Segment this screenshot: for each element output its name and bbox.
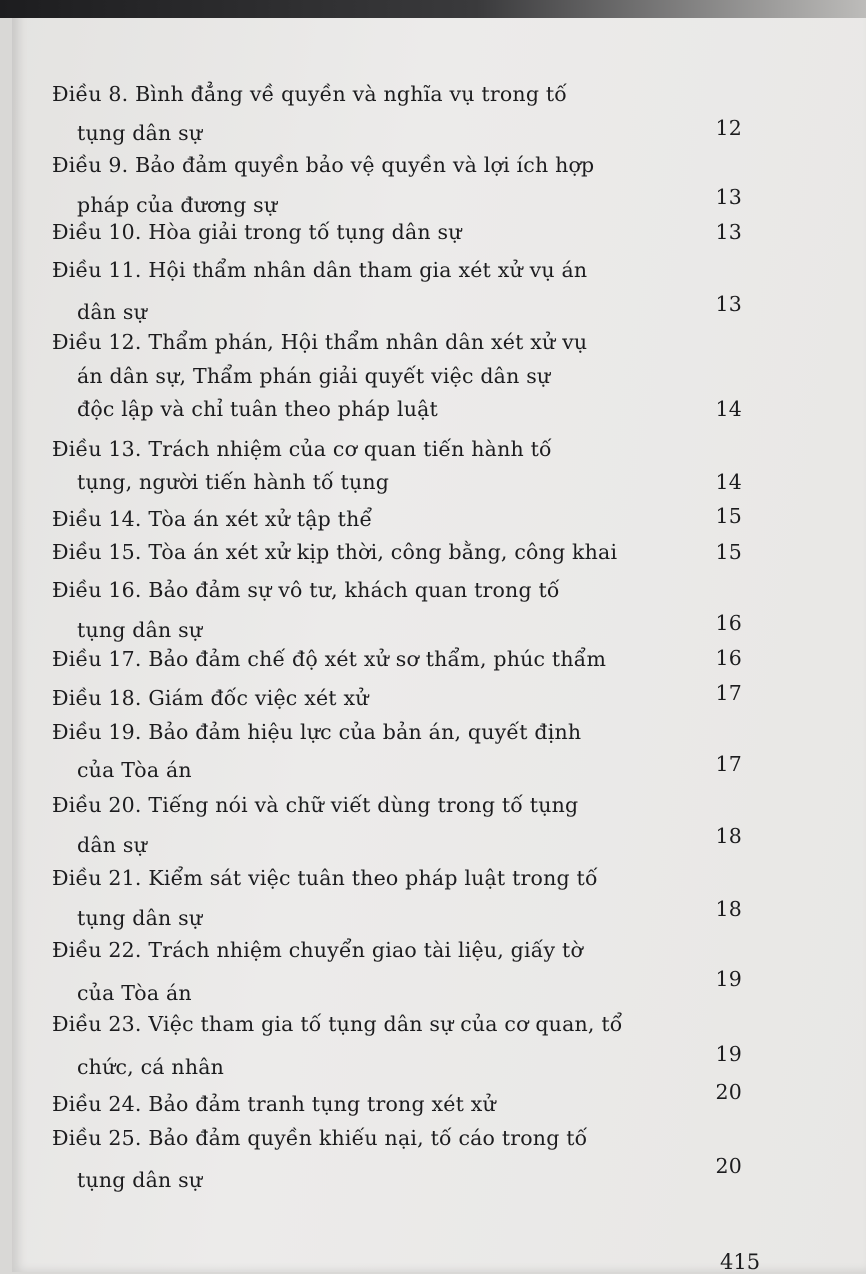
toc-entry-page-number: 18: [715, 824, 742, 848]
toc-entry-title-continuation: của Tòa án: [77, 981, 192, 1005]
toc-entry-title: Điều 14. Tòa án xét xử tập thể: [52, 507, 373, 531]
page-number: 415: [720, 1250, 761, 1274]
toc-entry-page-number: 12: [715, 116, 742, 140]
toc-entry-page-number: 13: [715, 185, 742, 209]
toc-entry-title: Điều 8. Bình đẳng về quyền và nghĩa vụ trong tố: [52, 82, 568, 106]
toc-entry-page-number: 16: [715, 646, 742, 670]
toc-entry-title: Điều 23. Việc tham gia tố tụng dân sự của cơ quan, tổ: [52, 1012, 623, 1036]
toc-entry-title-continuation: tụng dân sự: [77, 618, 203, 642]
toc-entry-title: Điều 17. Bảo đảm chế độ xét xử sơ thẩm, phúc thẩm: [52, 647, 607, 671]
toc-entry-page-number: 16: [715, 611, 742, 635]
toc-entry-page-number: 13: [715, 220, 742, 244]
toc-entry-page-number: 15: [715, 504, 742, 528]
toc-entry-title-continuation: tụng dân sự: [77, 121, 203, 145]
toc-entry-page-number: 17: [715, 681, 742, 705]
toc-entry-title: Điều 25. Bảo đảm quyền khiếu nại, tố cáo trong tố: [52, 1126, 588, 1150]
toc-entry-title: Điều 22. Trách nhiệm chuyển giao tài liệu, giấy tờ: [52, 938, 583, 962]
toc-entry-title-continuation: tụng dân sự: [77, 906, 203, 930]
toc-entry-title-continuation: án dân sự, Thẩm phán giải quyết việc dân sự: [77, 364, 551, 388]
toc-entry-title-continuation: tụng dân sự: [77, 1168, 203, 1192]
toc-entry-title-continuation: của Tòa án: [77, 758, 192, 782]
toc-entry-title: Điều 20. Tiếng nói và chữ viết dùng trong tố tụng: [52, 793, 579, 817]
toc-entry-title: Điều 19. Bảo đảm hiệu lực của bản án, quyết định: [52, 720, 582, 744]
toc-entry-page-number: 13: [715, 292, 742, 316]
toc-entry-title: Điều 10. Hòa giải trong tố tụng dân sự: [52, 220, 462, 244]
toc-entry-page-number: 19: [715, 967, 742, 991]
toc-entry-title-continuation: tụng, người tiến hành tố tụng: [77, 470, 390, 494]
toc-entry-title: Điều 12. Thẩm phán, Hội thẩm nhân dân xét xử vụ: [52, 330, 588, 354]
toc-entry-title-continuation: dân sự: [77, 300, 147, 324]
toc-entry-title-continuation: dân sự: [77, 833, 147, 857]
toc-entry-title: Điều 11. Hội thẩm nhân dân tham gia xét xử vụ án: [52, 258, 588, 282]
toc-entry-page-number: 20: [715, 1080, 742, 1104]
toc-entry-page-number: 17: [715, 752, 742, 776]
toc-entry-page-number: 14: [715, 397, 742, 421]
toc-entry-title: Điều 24. Bảo đảm tranh tụng trong xét xử: [52, 1092, 496, 1116]
toc-entry-title-continuation: pháp của đương sự: [77, 193, 278, 217]
toc-entry-page-number: 20: [715, 1154, 742, 1178]
toc-entry-title: Điều 18. Giám đốc việc xét xử: [52, 686, 369, 710]
toc-entry-title: Điều 15. Tòa án xét xử kịp thời, công bằng, công khai: [52, 540, 618, 564]
page-top-edge: [0, 0, 866, 18]
toc-entry-page-number: 15: [715, 540, 742, 564]
toc-entry-title-continuation: độc lập và chỉ tuân theo pháp luật: [77, 397, 438, 421]
toc-entry-page-number: 18: [715, 897, 742, 921]
toc-entry-title: Điều 16. Bảo đảm sự vô tư, khách quan trong tố: [52, 578, 560, 602]
toc-entry-page-number: 19: [715, 1042, 742, 1066]
toc-entry-title-continuation: chức, cá nhân: [77, 1055, 225, 1079]
toc-entry-title: Điều 13. Trách nhiệm của cơ quan tiến hành tố: [52, 437, 552, 461]
toc-entry-title: Điều 9. Bảo đảm quyền bảo vệ quyền và lợi ích hợp: [52, 153, 595, 177]
toc-entry-title: Điều 21. Kiểm sát việc tuân theo pháp luật trong tố: [52, 866, 598, 890]
toc-entry-page-number: 14: [715, 470, 742, 494]
